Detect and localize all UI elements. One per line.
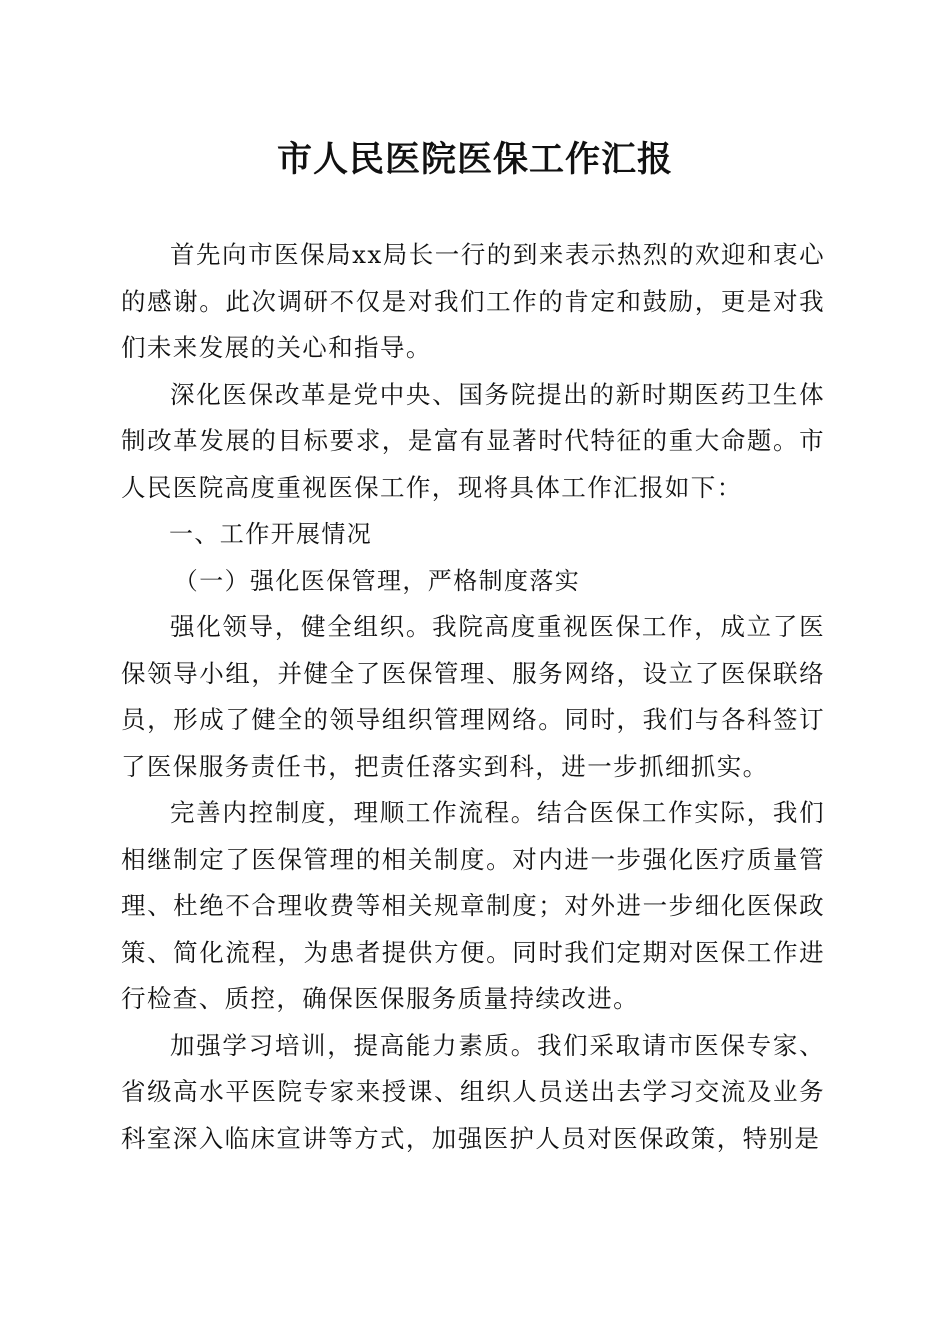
body-paragraph: 完善内控制度，理顺工作流程。结合医保工作实际，我们相继制定了医保管理的相关制度。对内进一步强化医疗质量管理、杜绝不合理收费等相关规章制度；对外进一步细化医保政策、简化流程，为患者提供方便。同时我们定期对医保工作进行检查、质控，确保医保服务质量持续改进。 — [121, 798, 825, 1013]
document-title: 市人民医院医保工作汇报 — [276, 139, 673, 180]
body-paragraph: 强化领导，健全组织。我院高度重视医保工作，成立了医保领导小组，并健全了医保管理、服务网络，设立了医保联络员，形成了健全的领导组织管理网络。同时，我们与各科签订了医保服务责任书，把责任落实到科，进一步抓细抓实。 — [121, 612, 825, 781]
intro-paragraph: 首先向市医保局xx局长一行的到来表示热烈的欢迎和衷心的感谢。此次调研不仅是对我们工作的肯定和鼓励，更是对我们未来发展的关心和指导。 — [121, 240, 825, 362]
subsection-heading: （一）强化医保管理，严格制度落实 — [173, 566, 581, 595]
intro-paragraph: 深化医保改革是党中央、国务院提出的新时期医药卫生体制改革发展的目标要求，是富有显著时代特征的重大命题。市人民医院高度重视医保工作，现将具体工作汇报如下： — [121, 379, 825, 502]
document-body — [121, 232, 825, 1162]
body-paragraph: 加强学习培训，提高能力素质。我们采取请市医保专家、省级高水平医院专家来授课、组织人员送出去学习交流及业务科室深入临床宣讲等方式，加强医护人员对医保政策，特别是 — [121, 1030, 825, 1153]
section-heading: 一、工作开展情况 — [169, 520, 373, 548]
